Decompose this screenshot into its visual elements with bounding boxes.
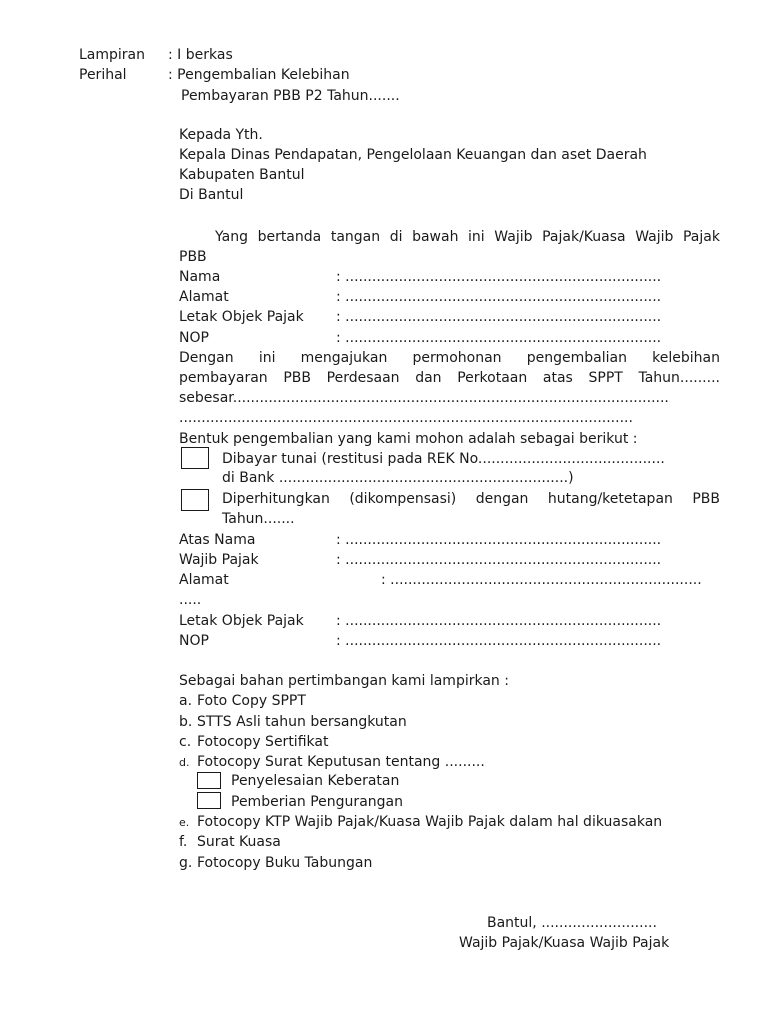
field-letak2-label: Letak Objek Pajak [179,613,304,629]
intro-word: Pajak [682,229,720,245]
addressee-line1: Kepala Dinas Pendapatan, Pengelolaan Keuangan dan aset Daerah [179,147,647,163]
addressee-greeting: Kepada Yth. [179,127,263,143]
attachment-item: Fotocopy Sertifikat [197,734,329,750]
field-alamat2-label: Alamat [179,572,229,588]
intro-word: Wajib [635,229,674,245]
attachment-item: STTS Asli tahun bersangkutan [197,714,407,730]
request-word: Perkotaan [457,370,528,386]
option2-line1 [222,489,720,509]
checkbox-diperhitungkan[interactable] [181,489,209,511]
intro-line2: PBB [179,249,207,265]
request-word: Dengan [179,350,234,366]
request-word: SPPT [588,370,623,386]
checkbox-pemberian-pengurangan[interactable] [197,792,221,809]
field-atas-nama-value: : ....................................................................... [336,532,662,548]
request-word: mengajukan [300,350,388,366]
request-word: pengembalian [526,350,627,366]
option1-line2: di Bank .................................................................) [222,470,574,486]
field-letak-value: : ....................................................................... [336,309,662,325]
sub-option-label: Pemberian Pengurangan [231,794,403,810]
lampiran-value: : I berkas [168,47,233,63]
field-nop-value: : ....................................................................... [336,330,662,346]
perihal-value-line2: Pembayaran PBB P2 Tahun....... [181,88,400,104]
signature-signer: Wajib Pajak/Kuasa Wajib Pajak [459,935,670,951]
request-word: ini [258,350,276,366]
attachment-item: Fotocopy KTP Wajib Pajak/Kuasa Wajib Pajak dalam hal dikuasakan [197,814,663,830]
checkbox-dibayar-tunai[interactable] [181,447,209,469]
option2-word: PBB [692,491,720,507]
intro-word: di [389,229,403,245]
intro-word: ini [468,229,485,245]
request-line3: sebesar.................................................................................................. [179,390,669,406]
intro-word: Pajak/Kuasa [542,229,626,245]
field-nop2-value: : ....................................................................... [336,633,662,649]
field-nop2-label: NOP [179,633,209,649]
checkbox-penyelesaian-keberatan[interactable] [197,772,221,789]
perihal-label: Perihal [79,67,127,83]
intro-word: bawah [412,229,459,245]
bentuk-heading: Bentuk pengembalian yang kami mohon adalah sebagai berikut : [179,431,638,447]
attachment-marker: d. [179,756,190,769]
attachment-marker: e. [179,816,190,829]
field-nop-label: NOP [179,330,209,346]
attachment-marker: a. [179,693,193,709]
attachment-item: Fotocopy Buku Tabungan [197,855,373,871]
attachment-marker: f. [179,834,188,850]
field-alamat2-value: : ...................................................................... [381,572,702,588]
request-word: kelebihan [652,350,720,366]
field-nama-label: Nama [179,269,221,285]
request-word: dan [415,370,442,386]
option2-word: dengan [475,491,529,507]
request-word: pembayaran [179,370,268,386]
field-letak-label: Letak Objek Pajak [179,309,304,325]
intro-line1 [215,227,720,247]
intro-word: tangan [330,229,381,245]
field-alamat-label: Alamat [179,289,229,305]
option2-word: hutang/ketetapan [547,491,673,507]
request-word: Perdesaan [326,370,400,386]
request-line4: ...................................................................................................... [179,410,633,426]
option2-word: Diperhitungkan [222,491,330,507]
request-line1 [179,348,720,368]
addressee-line2: Kabupaten Bantul [179,167,305,183]
field-letak2-value: : ....................................................................... [336,613,662,629]
signature-place-date: Bantul, .......................... [487,915,657,931]
request-word: atas [542,370,573,386]
request-word: PBB [283,370,311,386]
attachment-item: Foto Copy SPPT [197,693,306,709]
request-word: Tahun......... [638,370,720,386]
intro-word: Wajib [494,229,533,245]
intro-word: Yang [215,229,248,245]
option2-word: (dikompensasi) [349,491,457,507]
attachments-heading: Sebagai bahan pertimbangan kami lampirkan : [179,673,509,689]
lampiran-label: Lampiran [79,47,146,63]
addressee-line3: Di Bantul [179,187,244,203]
field-alamat2-cont: ..... [179,592,202,608]
attachment-marker: b. [179,714,193,730]
attachment-item: Fotocopy Surat Keputusan tentang ......... [197,754,485,770]
attachment-marker: g. [179,855,193,871]
sub-option-label: Penyelesaian Keberatan [231,773,400,789]
attachment-marker: c. [179,734,192,750]
request-line2 [179,368,720,388]
field-wajib-pajak-value: : ....................................................................... [336,552,662,568]
request-word: permohonan [412,350,502,366]
field-alamat-value: : ....................................................................... [336,289,662,305]
field-nama-value: : ....................................................................... [336,269,662,285]
option1-line1: Dibayar tunai (restitusi pada REK No.......................................... [222,451,665,467]
field-wajib-pajak-label: Wajib Pajak [179,552,259,568]
option2-line2: Tahun....... [222,511,295,527]
intro-word: bertanda [257,229,322,245]
perihal-value: : Pengembalian Kelebihan [168,67,350,83]
attachment-item: Surat Kuasa [197,834,281,850]
field-atas-nama-label: Atas Nama [179,532,256,548]
